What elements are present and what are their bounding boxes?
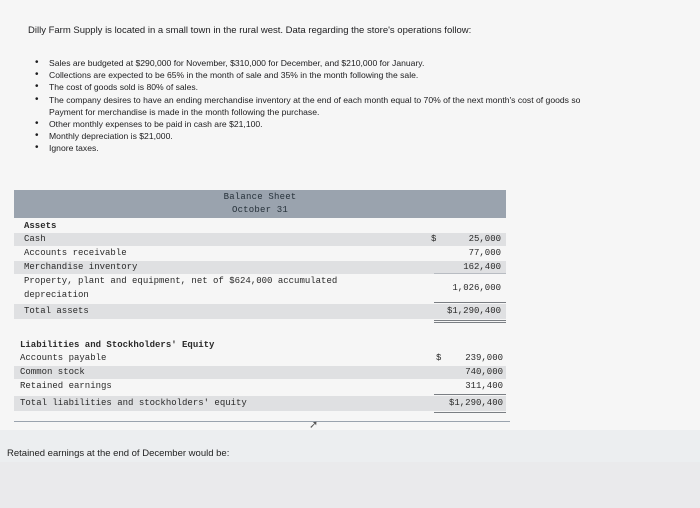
mouse-cursor-icon: ➚	[309, 419, 319, 431]
total-assets-value: $1,290,400	[446, 306, 501, 316]
ar-label: Accounts receivable	[24, 248, 127, 258]
list-item-continuation: Payment for merchandise is made in the month following the purchase.	[49, 106, 320, 117]
answer-area[interactable]	[0, 462, 700, 508]
common-stock-value: 740,000	[465, 367, 503, 377]
table-row	[14, 352, 506, 365]
total-liabilities-equity-value: $1,290,400	[448, 398, 503, 408]
ap-value: 239,000	[465, 353, 503, 363]
list-item: • Collections are expected to be 65% in the month of sale and 35% in the month following the sale.	[35, 69, 700, 81]
balance-sheet-date: October 31	[231, 205, 288, 215]
inventory-label: Merchandise inventory	[24, 262, 138, 272]
list-item: • Monthly depreciation is $21,000.	[35, 130, 700, 142]
table-row	[14, 380, 506, 393]
question-text: Retained earnings at the end of December would be:	[7, 448, 230, 459]
underline	[434, 273, 506, 274]
table-row	[14, 233, 506, 246]
underline	[434, 302, 506, 303]
list-item: • The cost of goods sold is 80% of sales.	[35, 81, 700, 93]
retained-earnings-label: Retained earnings	[20, 381, 112, 391]
table-row	[14, 275, 506, 303]
assumption-list	[35, 57, 700, 155]
double-underline	[434, 322, 506, 323]
ppe-label-continued: depreciation	[24, 290, 89, 300]
cash-dollar-sign: $	[431, 234, 437, 244]
table-bottom-border	[14, 421, 510, 422]
underline	[434, 394, 506, 395]
balance-sheet-title: Balance Sheet	[223, 192, 297, 202]
total-assets-label: Total assets	[24, 306, 89, 316]
double-underline	[434, 412, 506, 413]
cash-label: Cash	[24, 234, 46, 244]
assets-heading: Assets	[24, 221, 57, 231]
table-row	[14, 247, 506, 260]
cash-value: 25,000	[468, 234, 501, 244]
double-underline	[434, 320, 506, 321]
table-row	[14, 366, 506, 379]
ar-value: 77,000	[468, 248, 501, 258]
liabilities-heading: Liabilities and Stockholders' Equity	[20, 340, 215, 350]
table-row	[14, 304, 506, 319]
common-stock-label: Common stock	[20, 367, 85, 377]
ap-label: Accounts payable	[20, 353, 107, 363]
table-row	[14, 396, 506, 411]
retained-earnings-value: 311,400	[465, 381, 503, 391]
ppe-label: Property, plant and equipment, net of $624,000 accumulated	[24, 276, 338, 286]
ap-dollar-sign: $	[436, 353, 442, 363]
list-item: • Sales are budgeted at $290,000 for November, $310,000 for December, and $210,000 for January.	[35, 57, 700, 69]
table-row	[14, 261, 506, 274]
ppe-value: 1,026,000	[452, 283, 501, 293]
list-item: • Other monthly expenses to be paid in cash are $21,100.	[35, 118, 700, 130]
list-item: • The company desires to have an ending merchandise inventory at the end of each month equal to 70% of the next month's cost of goods so	[35, 94, 700, 106]
list-item: • Ignore taxes.	[35, 142, 700, 154]
total-liabilities-equity-label: Total liabilities and stockholders' equity	[20, 398, 247, 408]
intro-text: Dilly Farm Supply is located in a small town in the rural west. Data regarding the store's operations follow:	[28, 25, 472, 36]
inventory-value: 162,400	[463, 262, 501, 272]
balance-sheet-header	[14, 190, 506, 218]
